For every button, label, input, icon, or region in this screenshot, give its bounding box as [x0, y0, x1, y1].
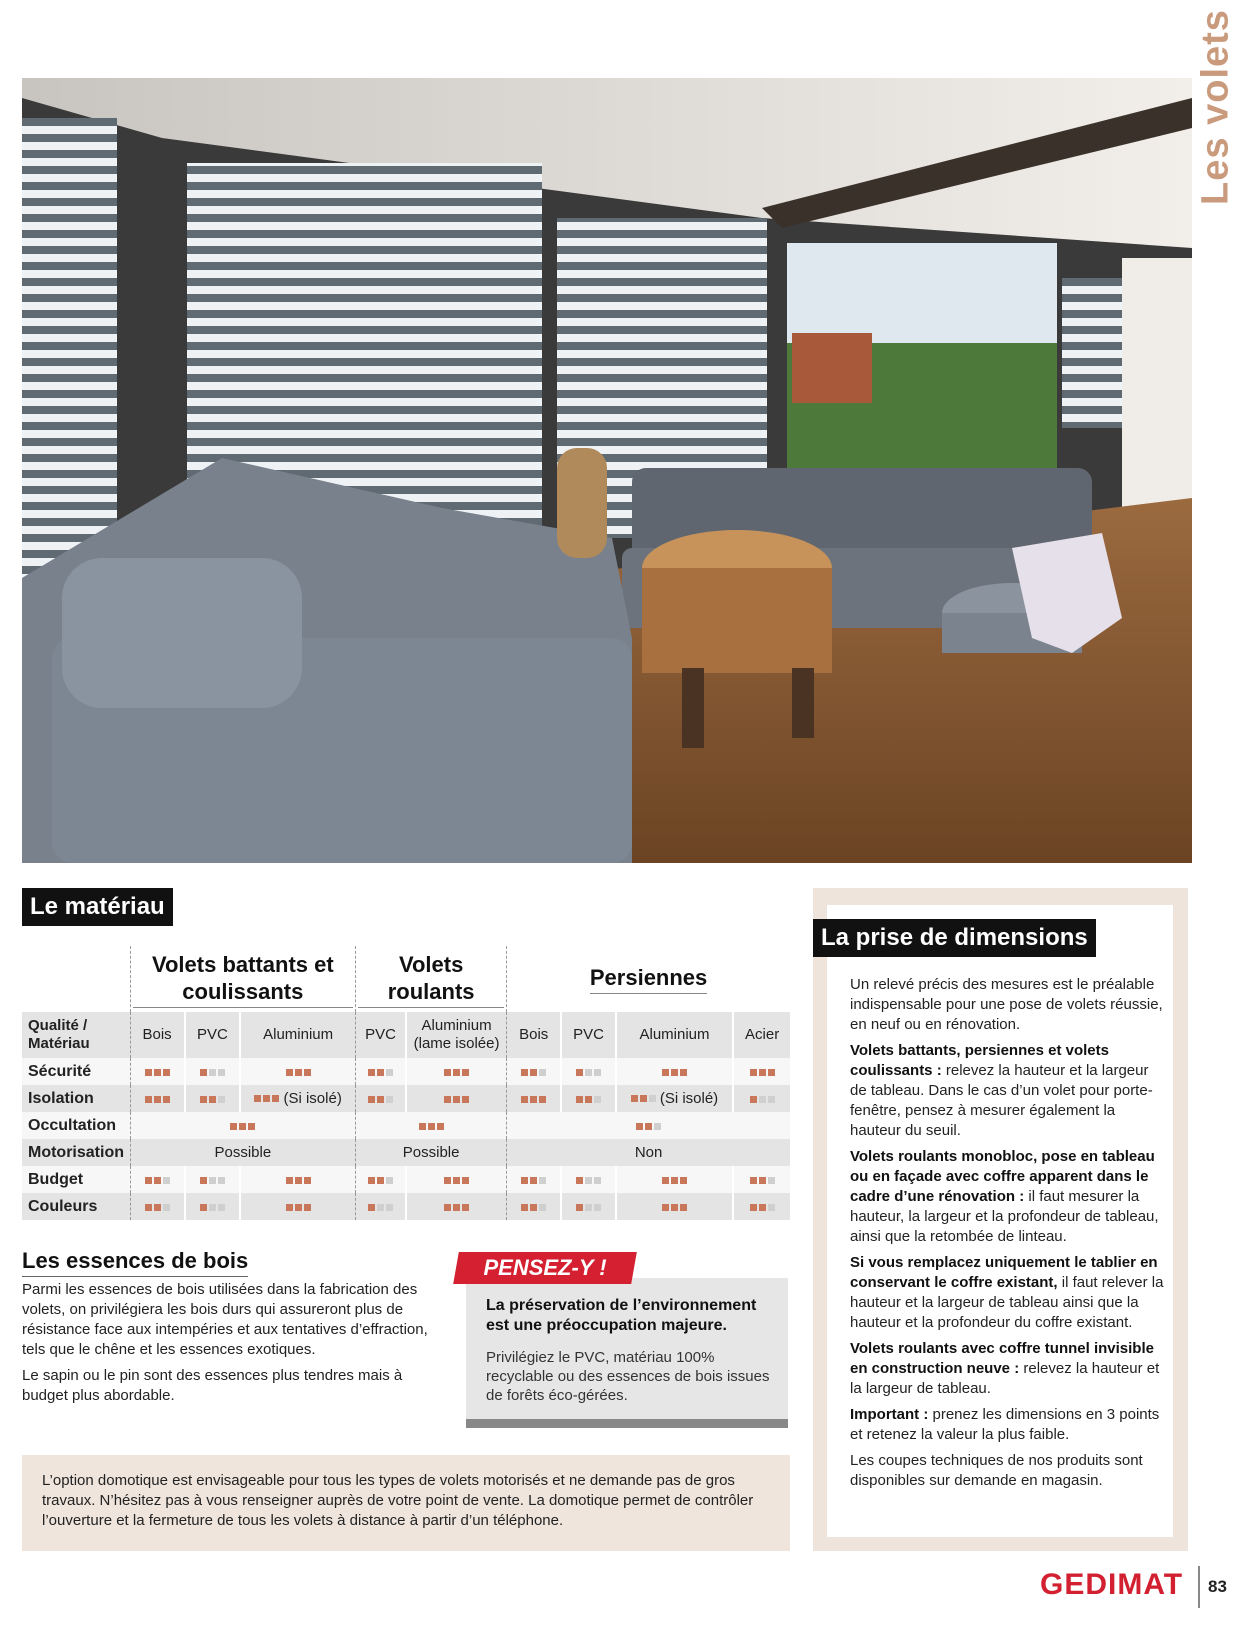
pensez-y-body: Privilégiez le PVC, matériau 100% recyclable ou des essences de bois issues de forêts éco-gérées. [486, 1349, 770, 1404]
rating-squares [254, 1095, 279, 1102]
rating-squares [368, 1096, 393, 1103]
rating-squares [576, 1204, 601, 1211]
rating-square [286, 1204, 293, 1211]
dimensions-paragraph: Si vous remplacez uniquement le tablier en conservant le coffre existant, il faut relever la hauteur et la largeur de tableau ainsi que la hauteur et la profondeur du coffre existant. [850, 1254, 1164, 1331]
col-header: Aluminium [240, 1012, 355, 1058]
rating-square [576, 1177, 583, 1184]
rating-cell [240, 1193, 355, 1220]
rating-square [539, 1204, 546, 1211]
table-row [22, 1193, 790, 1220]
rating-cell [240, 1085, 355, 1112]
rating-cell [616, 1058, 733, 1085]
rating-squares [145, 1204, 170, 1211]
table-row [22, 1139, 790, 1166]
rating-square [768, 1177, 775, 1184]
rating-squares [636, 1123, 661, 1130]
rating-square [218, 1177, 225, 1184]
rating-square [386, 1096, 393, 1103]
rating-square [163, 1177, 170, 1184]
rating-square [218, 1204, 225, 1211]
row-label: Motorisation [22, 1139, 130, 1166]
rating-squares [230, 1123, 255, 1130]
rating-square [154, 1204, 161, 1211]
materiau-heading: Le matériau [22, 888, 173, 926]
col-header: Acier [733, 1012, 790, 1058]
rating-cell [356, 1058, 406, 1085]
materiau-table [22, 946, 790, 1220]
rating-square [768, 1069, 775, 1076]
rating-square [218, 1069, 225, 1076]
rating-squares [286, 1204, 311, 1211]
rating-square [530, 1069, 537, 1076]
rating-cell [507, 1193, 562, 1220]
rating-square [368, 1204, 375, 1211]
col-header: PVC [185, 1012, 241, 1058]
rating-cell [507, 1112, 790, 1139]
rating-square [768, 1096, 775, 1103]
rating-squares [662, 1069, 687, 1076]
col-header: PVC [356, 1012, 406, 1058]
rating-square [163, 1069, 170, 1076]
rating-note: (Si isolé) [659, 1090, 719, 1108]
rating-square [377, 1177, 384, 1184]
section-title: Les volets [1194, 9, 1237, 205]
col-header: PVC [561, 1012, 616, 1058]
rating-square [576, 1204, 583, 1211]
rating-square [680, 1177, 687, 1184]
rating-square [750, 1177, 757, 1184]
rating-square [585, 1177, 592, 1184]
rating-cell [733, 1058, 790, 1085]
rating-squares [200, 1069, 225, 1076]
table-row [22, 1166, 790, 1193]
rating-squares [750, 1177, 775, 1184]
pensez-y-box [466, 1278, 788, 1428]
row-label: Isolation [22, 1085, 130, 1112]
rating-square [585, 1069, 592, 1076]
rating-square [453, 1096, 460, 1103]
rating-squares [444, 1177, 469, 1184]
rating-square [521, 1204, 528, 1211]
rating-cell [561, 1058, 616, 1085]
rating-cell [406, 1058, 507, 1085]
rating-cell [406, 1166, 507, 1193]
motorisation-value: Possible [356, 1139, 507, 1166]
rating-square [631, 1095, 638, 1102]
col-header: Bois [130, 1012, 185, 1058]
rating-cell [733, 1085, 790, 1112]
rating-square [200, 1069, 207, 1076]
rating-cell [561, 1166, 616, 1193]
rating-square [239, 1123, 246, 1130]
rating-square [368, 1069, 375, 1076]
rating-cell [507, 1166, 562, 1193]
corner-label: Qualité / Matériau [22, 1012, 130, 1058]
rating-square [662, 1069, 669, 1076]
living-room-photo [22, 78, 1192, 863]
rating-square [163, 1096, 170, 1103]
rating-square [662, 1204, 669, 1211]
rating-squares [444, 1069, 469, 1076]
rating-square [419, 1123, 426, 1130]
rating-squares [576, 1177, 601, 1184]
rating-square [576, 1069, 583, 1076]
rating-square [145, 1204, 152, 1211]
rating-square [530, 1177, 537, 1184]
rating-square [680, 1069, 687, 1076]
rating-squares [662, 1204, 687, 1211]
rating-square [209, 1069, 216, 1076]
rating-square [209, 1096, 216, 1103]
rating-squares [200, 1177, 225, 1184]
rating-square [154, 1096, 161, 1103]
rating-square [462, 1177, 469, 1184]
rating-square [530, 1204, 537, 1211]
rating-square [154, 1069, 161, 1076]
rating-square [386, 1177, 393, 1184]
rating-square [654, 1123, 661, 1130]
dimensions-paragraph: Important : prenez les dimensions en 3 points et retenez la valeur la plus faible. [850, 1406, 1160, 1443]
rating-square [368, 1177, 375, 1184]
rating-square [444, 1177, 451, 1184]
rating-square [750, 1069, 757, 1076]
rating-cell [130, 1166, 185, 1193]
rating-square [154, 1177, 161, 1184]
rating-cell [406, 1085, 507, 1112]
rating-square [530, 1096, 537, 1103]
rating-square [640, 1095, 647, 1102]
rating-square [295, 1177, 302, 1184]
rating-squares [200, 1204, 225, 1211]
rating-squares [145, 1096, 170, 1103]
rating-square [272, 1095, 279, 1102]
rating-squares [419, 1123, 444, 1130]
rating-square [585, 1096, 592, 1103]
rating-square [145, 1069, 152, 1076]
motorisation-value: Possible [130, 1139, 356, 1166]
rating-squares [145, 1069, 170, 1076]
rating-cell [356, 1166, 406, 1193]
rating-cell [406, 1193, 507, 1220]
rating-square [636, 1123, 643, 1130]
rating-square [594, 1177, 601, 1184]
rating-square [521, 1069, 528, 1076]
rating-square [539, 1069, 546, 1076]
dimensions-intro: Un relevé précis des mesures est le préalable indispensable pour une pose de volets réussie, en neuf ou en rénovation. [850, 976, 1163, 1033]
rating-square [453, 1069, 460, 1076]
rating-square [428, 1123, 435, 1130]
rating-square [759, 1096, 766, 1103]
row-label: Budget [22, 1166, 130, 1193]
rating-square [645, 1123, 652, 1130]
motorisation-value: Non [507, 1139, 790, 1166]
rating-squares [750, 1204, 775, 1211]
rating-square [462, 1096, 469, 1103]
rating-square [304, 1177, 311, 1184]
rating-square [585, 1204, 592, 1211]
rating-squares [631, 1095, 656, 1102]
rating-square [594, 1204, 601, 1211]
rating-squares [521, 1177, 546, 1184]
rating-cell [356, 1193, 406, 1220]
rating-square [286, 1069, 293, 1076]
rating-square [254, 1095, 261, 1102]
domotique-box: L’option domotique est envisageable pour tous les types de volets motorisés et ne demande pas de gros travaux. N’hésitez pas à vous renseigner auprès de votre point de vente. La domotique permet de contrôler l’ouverture et la fermeture de tous les volets à distance à partir d’un téléphone. [22, 1455, 790, 1551]
table-row [22, 1112, 790, 1139]
dimensions-paragraph: Les coupes techniques de nos produits sont disponibles sur demande en magasin. [850, 1452, 1143, 1489]
rating-cell [185, 1193, 241, 1220]
rating-square [230, 1123, 237, 1130]
rating-square [304, 1069, 311, 1076]
rating-squares [286, 1177, 311, 1184]
essences-text [22, 1280, 442, 1412]
rating-cell [130, 1058, 185, 1085]
rating-square [377, 1096, 384, 1103]
row-label: Couleurs [22, 1193, 130, 1220]
col-header: Bois [507, 1012, 562, 1058]
rating-square [750, 1204, 757, 1211]
rating-squares [368, 1177, 393, 1184]
rating-squares [521, 1096, 546, 1103]
rating-square [671, 1177, 678, 1184]
rating-square [759, 1069, 766, 1076]
rating-square [218, 1096, 225, 1103]
rating-square [209, 1204, 216, 1211]
col-header: Aluminium (lame isolée) [406, 1012, 507, 1058]
rating-square [368, 1096, 375, 1103]
rating-square [286, 1177, 293, 1184]
page-number: 83 [1208, 1577, 1227, 1596]
rating-squares [444, 1204, 469, 1211]
col-header: Aluminium [616, 1012, 733, 1058]
rating-cell [616, 1085, 733, 1112]
rating-square [209, 1177, 216, 1184]
rating-cell [616, 1166, 733, 1193]
row-label: Occultation [22, 1112, 130, 1139]
rating-square [594, 1096, 601, 1103]
rating-square [386, 1204, 393, 1211]
rating-square [377, 1069, 384, 1076]
rating-square [444, 1096, 451, 1103]
rating-squares [286, 1069, 311, 1076]
rating-squares [750, 1096, 775, 1103]
gedimat-logo: GEDIMAT [1040, 1568, 1184, 1601]
rating-square [295, 1069, 302, 1076]
rating-squares [368, 1069, 393, 1076]
dimensions-text [850, 975, 1168, 1497]
rating-square [163, 1204, 170, 1211]
group-volets-roulants: Volets roulants [356, 946, 507, 1012]
rating-cell [561, 1085, 616, 1112]
rating-square [680, 1204, 687, 1211]
group-volets-battants: Volets battants et coulissants [130, 946, 356, 1012]
rating-squares [521, 1204, 546, 1211]
rating-note: (Si isolé) [283, 1090, 342, 1108]
rating-square [539, 1096, 546, 1103]
rating-cell [507, 1058, 562, 1085]
rating-square [671, 1204, 678, 1211]
rating-square [576, 1096, 583, 1103]
rating-cell [185, 1166, 241, 1193]
rating-cell [356, 1085, 406, 1112]
rating-square [437, 1123, 444, 1130]
rating-square [671, 1069, 678, 1076]
rating-square [295, 1204, 302, 1211]
row-label: Sécurité [22, 1058, 130, 1085]
rating-square [521, 1096, 528, 1103]
rating-cell [240, 1166, 355, 1193]
rating-square [662, 1177, 669, 1184]
rating-square [200, 1204, 207, 1211]
rating-squares [145, 1177, 170, 1184]
rating-square [462, 1069, 469, 1076]
rating-squares [750, 1069, 775, 1076]
rating-squares [576, 1069, 601, 1076]
rating-cell [356, 1112, 507, 1139]
rating-square [145, 1177, 152, 1184]
rating-square [759, 1177, 766, 1184]
rating-cell [240, 1058, 355, 1085]
rating-squares [368, 1204, 393, 1211]
rating-cell [616, 1193, 733, 1220]
rating-square [759, 1204, 766, 1211]
rating-cell [561, 1193, 616, 1220]
rating-square [521, 1177, 528, 1184]
rating-square [263, 1095, 270, 1102]
essences-paragraph: Le sapin ou le pin sont des essences plus tendres mais à budget plus abordable. [22, 1367, 403, 1404]
essences-paragraph: Parmi les essences de bois utilisées dans la fabrication des volets, on privilégiera les bois durs qui assureront plus de résistance face aux intempéries et aux tentatives d’effraction, tels que le chêne et les essences exotiques. [22, 1281, 428, 1358]
rating-square [768, 1204, 775, 1211]
dimensions-paragraph: Volets roulants avec coffre tunnel invisible en construction neuve : relevez la hauteur et la largeur de tableau. [850, 1340, 1160, 1397]
rating-square [444, 1069, 451, 1076]
rating-square [200, 1096, 207, 1103]
rating-square [594, 1069, 601, 1076]
essences-heading: Les essences de bois [22, 1248, 248, 1277]
rating-square [462, 1204, 469, 1211]
footer-divider [1198, 1566, 1200, 1608]
rating-squares [200, 1096, 225, 1103]
rating-square [649, 1095, 656, 1102]
pensez-y-tag: PENSEZ-Y ! [453, 1252, 637, 1284]
rating-square [377, 1204, 384, 1211]
rating-square [304, 1204, 311, 1211]
rating-cell [507, 1085, 562, 1112]
rating-cell [733, 1166, 790, 1193]
dimensions-paragraph: Volets roulants monobloc, pose en tableau ou en façade avec coffre apparent dans le cadre d’une rénovation : il faut mesurer la hauteur, la largeur et la profondeur de tableau, ainsi que la retombée de linteau. [850, 1148, 1159, 1245]
rating-cell [733, 1193, 790, 1220]
rating-cell [130, 1112, 356, 1139]
rating-squares [662, 1177, 687, 1184]
rating-square [145, 1096, 152, 1103]
dimensions-heading: La prise de dimensions [813, 919, 1096, 957]
rating-cell [185, 1085, 241, 1112]
table-row [22, 1085, 790, 1112]
rating-cell [130, 1085, 185, 1112]
rating-cell [185, 1058, 241, 1085]
rating-square [444, 1204, 451, 1211]
rating-square [453, 1177, 460, 1184]
rating-cell [130, 1193, 185, 1220]
pensez-y-headline: La préservation de l’environnement est une préoccupation majeure. [486, 1297, 757, 1334]
rating-square [200, 1177, 207, 1184]
rating-square [386, 1069, 393, 1076]
rating-square [539, 1177, 546, 1184]
rating-square [248, 1123, 255, 1130]
rating-square [453, 1204, 460, 1211]
table-row [22, 1058, 790, 1085]
group-persiennes: Persiennes [507, 946, 790, 1012]
rating-squares [576, 1096, 601, 1103]
rating-squares [444, 1096, 469, 1103]
rating-square [750, 1096, 757, 1103]
rating-squares [521, 1069, 546, 1076]
dimensions-paragraph: Volets battants, persiennes et volets coulissants : relevez la hauteur et la largeur de tableau. Dans le cas d’un volet pour porte-fenêtre, pensez à mesurer également la hauteur du seuil. [850, 1042, 1153, 1139]
